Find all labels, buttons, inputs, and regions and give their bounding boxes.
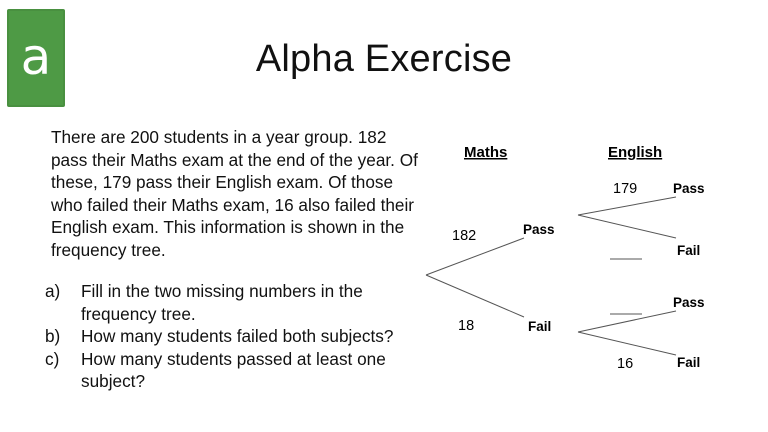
page-title: Alpha Exercise xyxy=(255,38,513,80)
branch-pass-pass xyxy=(578,197,676,215)
maths-pass-label: Pass xyxy=(523,222,555,237)
fail-pass-label: Pass xyxy=(673,295,705,310)
maths-header: Maths xyxy=(464,144,508,161)
question-marker: a) xyxy=(45,281,61,301)
problem-statement: There are 200 students in a year group. 182 pass their Maths exam at the end of the year. Of these, 179 pass their English exam. Of those who failed their Maths exam, 16 also failed their English exam. This information is shown in the frequency tree. xyxy=(51,127,418,260)
question-text: How many students passed at least one subject? xyxy=(81,348,386,391)
maths-fail-value: 18 xyxy=(458,318,475,334)
fail-fail-label: Fail xyxy=(677,355,701,370)
pass-fail-label: Fail xyxy=(677,243,701,258)
branch-maths-fail xyxy=(426,275,524,317)
question-text: How many students failed both subjects? xyxy=(81,326,394,346)
question-marker: b) xyxy=(45,326,61,346)
pass-pass-label: Pass xyxy=(673,181,705,196)
question-text: Fill in the two missing numbers in the frequency tree. xyxy=(81,281,363,324)
english-header: English xyxy=(608,144,663,161)
branch-fail-fail xyxy=(578,332,676,355)
logo-letter: a xyxy=(20,28,52,86)
fail-fail-value: 16 xyxy=(617,356,634,372)
pass-pass-value: 179 xyxy=(613,181,638,197)
maths-fail-label: Fail xyxy=(528,319,552,334)
maths-pass-value: 182 xyxy=(452,228,477,244)
branch-pass-fail xyxy=(578,215,676,238)
question-marker: c) xyxy=(45,348,60,369)
